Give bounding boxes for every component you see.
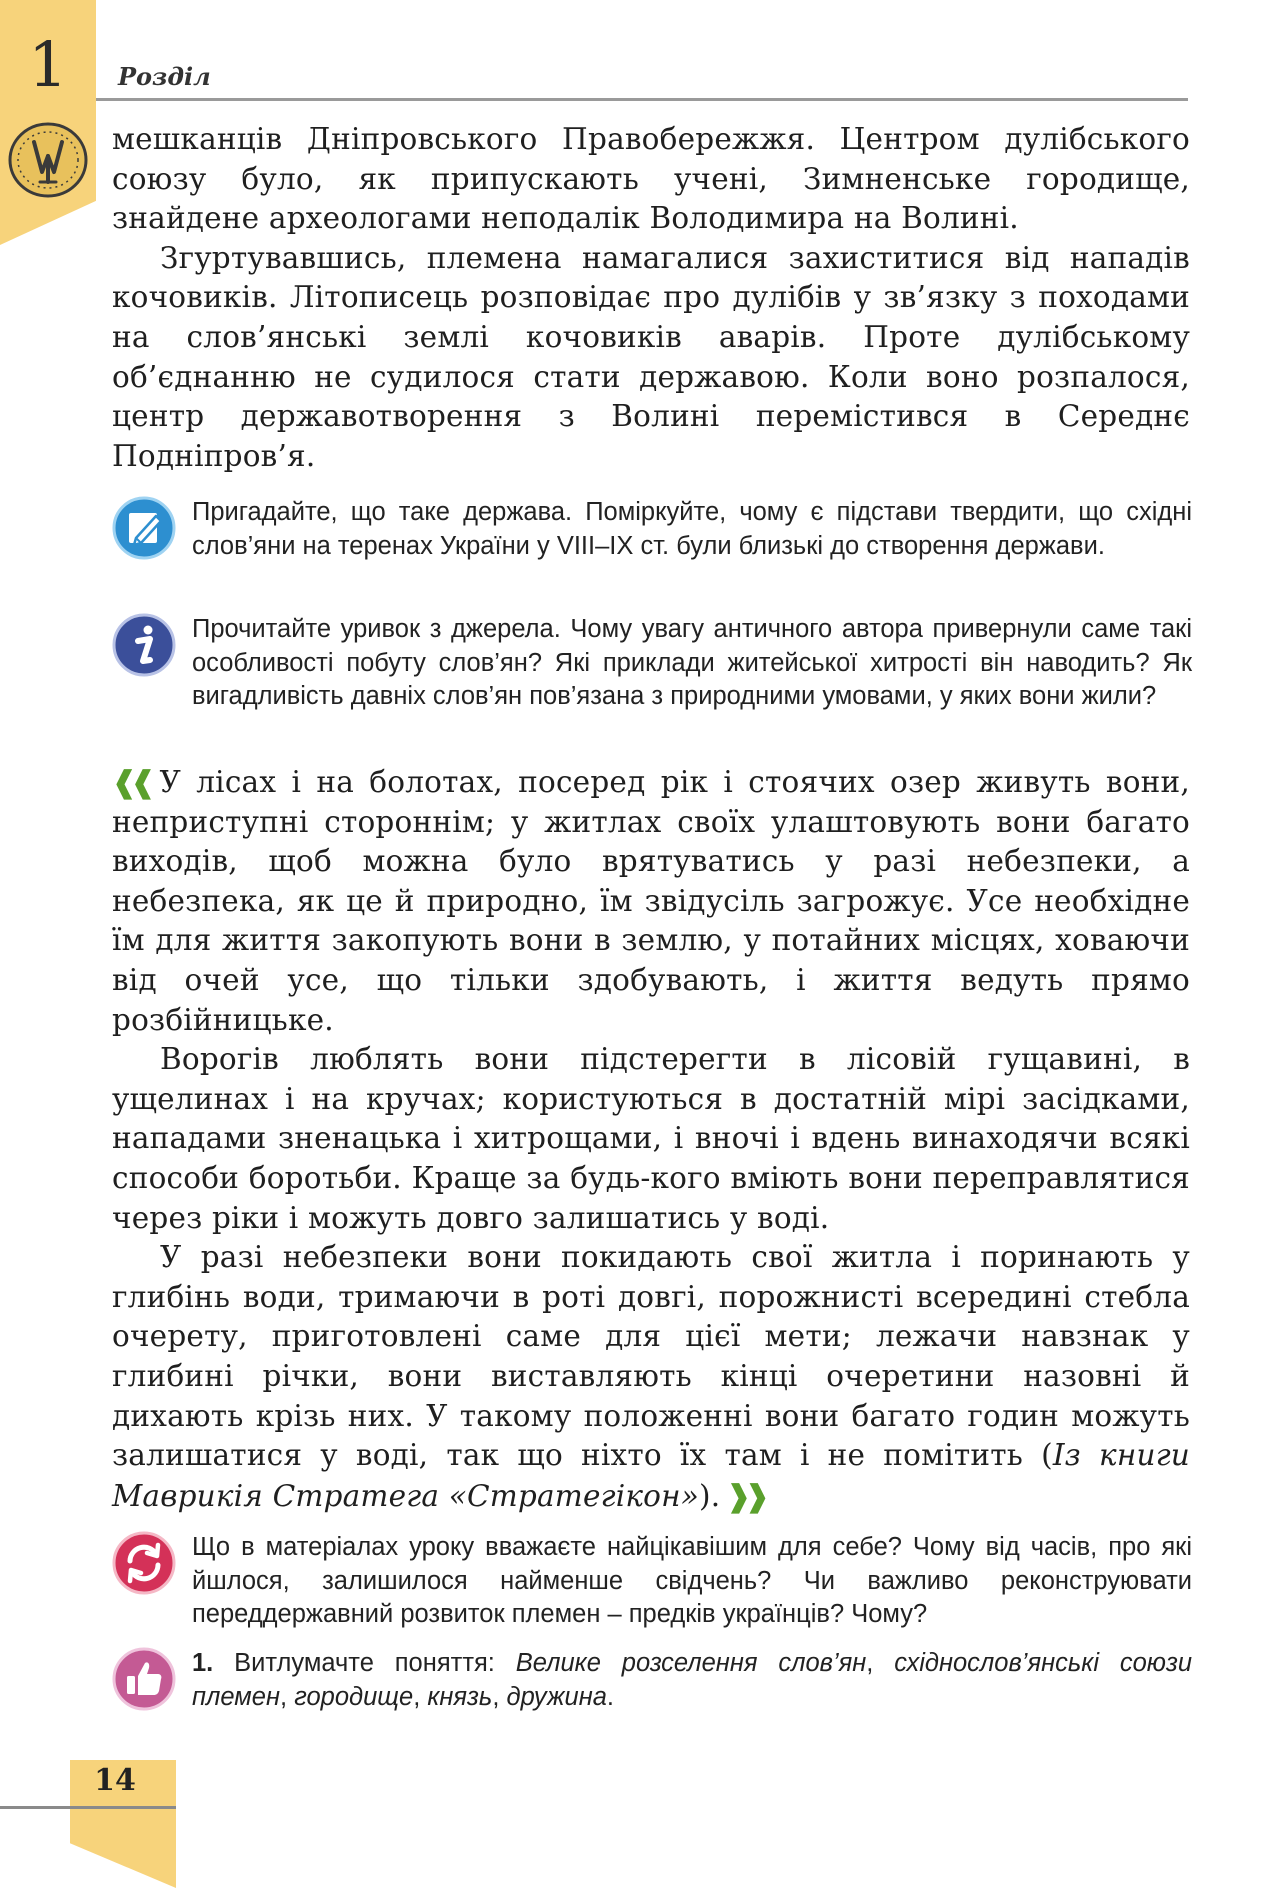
term: Велике розселення слов’ян bbox=[515, 1649, 867, 1677]
info-icon bbox=[112, 613, 176, 677]
paragraph: Згуртувавшись, племена намагалися захиститися від нападів кочовиків. Літописець розповідає про дулібів у зв’язку з походами на слов’янські землі кочовиків аварів. Проте дулібському об’єднанню не судилося стати державою. Коли воно розпалося, центр державотворення з Волині перемістився в Середнє Подніпров’я. bbox=[112, 240, 1190, 473]
term: князь bbox=[427, 1682, 493, 1711]
thumbs-up-icon bbox=[112, 1647, 176, 1711]
chapter-number: 1 bbox=[28, 28, 68, 101]
coin-icon bbox=[6, 120, 90, 200]
quote-paragraph: Ворогів люблять вони підстерегти в лісовій гущавині, в ущелинах і на кручах; користуються в достатній мірі засідками, нападами зненацька і хитрощами, і вночі і вдень винаходячи всякі способи боротьби. Краще за будь-кого вміють вони переправлятися через ріки і можуть довго залишатись у воді. bbox=[112, 1042, 1190, 1235]
exercise-lead: Витлумачте поняття: bbox=[234, 1649, 495, 1677]
term: східнослов’янські союзи племен bbox=[192, 1649, 1193, 1711]
quote-open-icon: ❰❰ bbox=[112, 764, 150, 799]
quote-text: У разі небезпеки вони покидають свої житла і поринають у глибінь води, тримаючи в роті довгі, порожнисті всередині стебла очерету, приготовлені саме для цієї мети; лежачи навзнак у глибині річки, вони виставляють кінці очеретини назовні й дихають крізь них. У такому положенні вони багато годин можуть залишатися у воді, так що ніхто їх там і не помітить ( bbox=[112, 1240, 1190, 1473]
header-rule bbox=[96, 98, 1188, 101]
task-text: Пригадайте, що таке держава. Поміркуйте, чому є підстави твердити, що східні слов’яни на теренах України у VIII–IX ст. були близькі до створення держави. bbox=[192, 498, 1192, 560]
paragraph: мешканців Дніпровського Правобережжя. Центром дулібського союзу було, як припускають учені, Зимненське городище, знайдене археологами неподалік Володимира на Волині. bbox=[112, 122, 1190, 236]
chapter-label: Розділ bbox=[118, 62, 211, 91]
quote-source: Із книги Маврикія Стратега «Стратегікон» bbox=[112, 1438, 1190, 1513]
term: дружина bbox=[506, 1682, 607, 1711]
page-number: 14 bbox=[94, 1763, 136, 1798]
term: городище bbox=[294, 1682, 414, 1711]
pencil-icon bbox=[112, 496, 176, 560]
quote-paragraph bbox=[112, 762, 1190, 1040]
task-text: Що в матеріалах уроку вважаєте найцікавішим для себе? Чому від часів, про які йшлося, залишилося найменше свідчень? Чи важливо реконструювати переддержавний розвиток племен – предків українців? Чому? bbox=[192, 1533, 1192, 1628]
quote-paragraph bbox=[112, 1238, 1190, 1516]
refresh-icon bbox=[112, 1531, 176, 1595]
exercise-text: 1. Витлумачте поняття: Велике розселення слов’ян, східнослов’янські союзи племен, городище, князь, дружина. bbox=[192, 1649, 1193, 1711]
exercise-number: 1. bbox=[192, 1649, 214, 1677]
quote-text: ). bbox=[699, 1478, 721, 1513]
body-text bbox=[112, 120, 1190, 476]
source-quote bbox=[112, 762, 1190, 1516]
footer-rule bbox=[0, 1806, 176, 1809]
quote-text: У лісах і на болотах, посеред рік і стоячих озер живуть вони, неприступні стороннім; у житлах своїх улаштовують вони багато виходів, щоб можна було врятуватись у разі небезпеки, а небезпека, як це й природно, їм звідусіль загрожує. Усе необхідне їм для життя закопують вони в землю, у потайних місцях, ховаючи від очей усе, що тільки здобувають, і життя ведуть прямо розбійницьке. bbox=[112, 765, 1190, 1037]
quote-close-icon: ❱❱ bbox=[726, 1477, 764, 1513]
task-text: Прочитайте уривок з джерела. Чому увагу античного автора привернули саме такі особливості побуту слов’ян? Які приклади житейської хитрості він наводить? Як вигадливість давніх слов’ян пов’язана з природними умовами, у яких вони жили? bbox=[192, 615, 1192, 710]
